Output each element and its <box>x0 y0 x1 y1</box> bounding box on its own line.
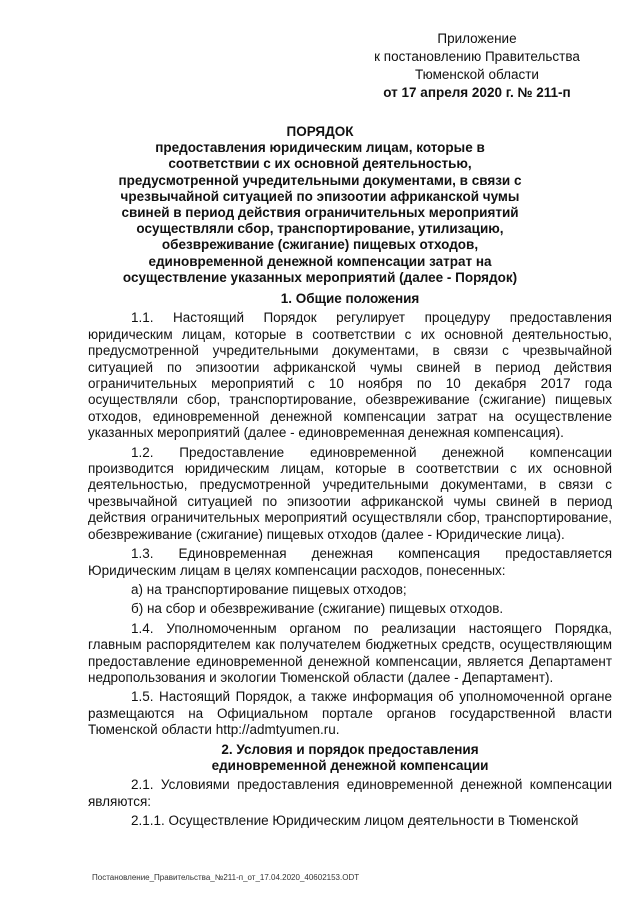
section-2-heading-line-1: 2. Условия и порядок предоставления <box>221 741 479 757</box>
document-body <box>88 291 612 830</box>
paragraph-1-5: 1.5. Настоящий Порядок, а также информация об уполномоченной органе размещаются на Официальном портале органов государственной власти Тюменской области http://admtyumen.ru. <box>88 689 612 738</box>
appendix-label: Приложение <box>437 31 517 46</box>
appendix-block <box>362 30 592 102</box>
document-subtitle: предоставления юридическим лицам, которые в соответствии с их основной деятельностью, предусмотренной учредительными документами, в связи с чрезвычайной ситуацией по эпизоотии африканской чумы свиней в период действия ограничительных мероприятий осуществляли сбор, транспортирование, утилизацию, обезвреживание (сжигание) пищевых отходов, единовременной денежной компенсации затрат на осуществление указанных мероприятий (далее - Порядок) <box>118 140 522 285</box>
list-item-a: а) на транспортирование пищевых отходов; <box>131 581 407 597</box>
paragraph-1-1: 1.1. Настоящий Порядок регулирует процедуру предоставления юридическим лицам, которые в соответствии с их основной деятельностью, предусмотренной учредительными документами, в связи с чрезвычайной ситуацией по эпизоотии африканской чумы свиней в период действия ограничительных мероприятий с 10 ноября по 10 декабря 2017 года осуществляли сбор, транспортирование, обезвреживание (сжигание) пищевых отходов, единовременной денежной компенсации затрат на осуществление указанных мероприятий (далее - единовременная денежная компенсация). <box>88 310 612 441</box>
paragraph-2-1-1: 2.1.1. Осуществление Юридическим лицом деятельности в Тюменской <box>131 813 579 829</box>
paragraph-1-4: 1.4. Уполномоченным органом по реализации настоящего Порядка, главным распорядителем как получателем бюджетных средств, осуществляющим предоставление единовременной денежной компенсации, является Департамент недропользования и экологии Тюменской области (далее - Департамент). <box>88 620 612 685</box>
paragraph-1-2: 1.2. Предоставление единовременной денежной компенсации производится юридическим лицам, которые в соответствии с их основной деятельностью, предусмотренной учредительными документами, в связи с чрезвычайной ситуацией по эпизоотии африканской чумы свиней в период действия ограничительных мероприятий осуществляли сбор, транспортирование, обезвреживание (сжигание) пищевых отходов (далее - Юридические лица). <box>88 444 612 542</box>
section-1-heading: 1. Общие положения <box>280 291 420 306</box>
document-title-block <box>110 124 530 286</box>
list-item-b: б) на сбор и обезвреживание (сжигание) пищевых отходов. <box>131 601 504 617</box>
paragraph-2-1: 2.1. Условиями предоставления единовременной денежной компенсации являются: <box>88 777 612 809</box>
appendix-date-number: от 17 апреля 2020 г. № 211-п <box>383 85 571 100</box>
document-title: ПОРЯДОК <box>286 124 354 139</box>
paragraph-1-3: 1.3. Единовременная денежная компенсация предоставляется Юридическим лицам в целях компенсации расходов, понесенных: <box>88 546 612 578</box>
appendix-region-line: Тюменской области <box>415 67 539 82</box>
footer-filename: Постановление_Правительства_№211-п_от_17.04.2020_40602153.ODT <box>92 873 360 882</box>
section-2-heading-line-2: единовременной денежной компенсации <box>211 757 489 773</box>
appendix-resolution-line: к постановлению Правительства <box>374 49 580 64</box>
